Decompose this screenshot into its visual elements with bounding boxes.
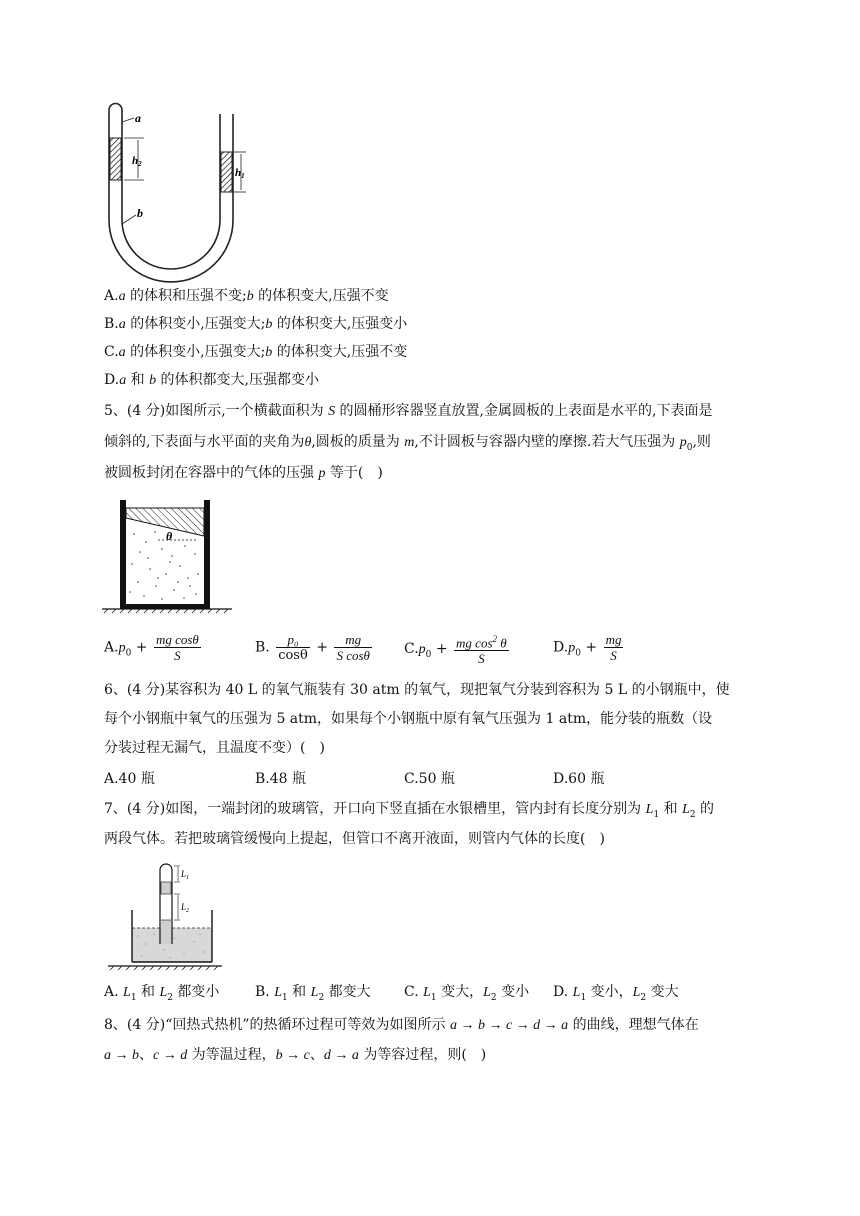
q6-line-3: 分装过程无漏气，且温度不变）( ) bbox=[104, 740, 325, 756]
q6-line-1: 6、(4 分)某容积为 40 L 的氧气瓶装有 30 atm 的氧气，现把氧气分装到容积为 5 L 的小钢瓶中，使 bbox=[104, 682, 730, 698]
q7-option-b: B. $L_1$ 和 $L_2$ 都变大 bbox=[255, 984, 371, 1003]
q5-option-c: $C.p_0$ + $\frac{mg \cos^2 \theta}{S}$ bbox=[404, 634, 507, 667]
q6-option-d: D.60 瓶 bbox=[553, 771, 605, 787]
mercury-tube-figure bbox=[104, 860, 224, 972]
label-h1: h1 bbox=[235, 167, 245, 180]
q5-line-1: 5、(4 分)如图所示,一个横截面积为 S 的圆桶形容器竖直放置,金属圆板的上表面是水平的,下表面是 bbox=[104, 403, 713, 419]
q5-option-a: $A.p_0$ + $\frac{\text{mg cosθ}}{S}$ bbox=[104, 632, 199, 663]
q7-option-a: A. $L_1$ 和 $L_2$ 都变小 bbox=[104, 984, 220, 1003]
q5-line-3: 被圆板封闭在容器中的气体的压强 p 等于( ) bbox=[104, 465, 383, 481]
q5-option-b: B. $\frac{\text{p₀}}{\cos\theta}$ + $\frac{mg}{\text{S cosθ}}$ bbox=[255, 632, 370, 663]
q4-option-c: C.a 的体积变小,压强变大;b 的体积变大,压强不变 bbox=[104, 344, 408, 360]
q6-option-a: A.40 瓶 bbox=[104, 771, 155, 787]
q7-line-1: 7、(4 分)如图，一端封闭的玻璃管，开口向下竖直插在水银槽里，管内封有长度分别为 $L_1$ 和 $L_2$ 的 bbox=[104, 801, 715, 820]
q7-line-2: 两段气体。若把玻璃管缓慢向上提起，但管口不离开液面，则管内气体的长度( ) bbox=[104, 831, 605, 847]
label-b: b bbox=[137, 206, 143, 220]
label-h2: h2 bbox=[132, 155, 142, 168]
q7-option-c: C. $L_1$ 变大，$L_2$ 变小 bbox=[404, 984, 530, 1003]
q4-option-a: A.a 的体积和压强不变;b 的体积变大,压强不变 bbox=[104, 288, 389, 304]
q6-line-2: 每个小钢瓶中氧气的压强为 5 atm，如果每个小钢瓶中原有氧气压强为 1 atm，能分装的瓶数（设 bbox=[104, 711, 713, 727]
container-figure bbox=[100, 494, 240, 618]
label-L2: $L_2$ bbox=[181, 902, 190, 914]
q8-line-2: a → b、c → d 为等温过程，b → c、d → a 为等容过程，则( ) bbox=[104, 1047, 487, 1063]
label-a: a bbox=[135, 111, 141, 125]
u-tube-figure bbox=[100, 100, 250, 290]
q4-option-d: D.a 和 b 的体积都变大,压强都变小 bbox=[104, 372, 319, 388]
q4-option-b: B.a 的体积变小,压强变大;b 的体积变大,压强变小 bbox=[104, 316, 408, 332]
q6-option-c: C.50 瓶 bbox=[404, 771, 455, 787]
theta-label: θ bbox=[166, 529, 173, 543]
q6-option-b: B.48 瓶 bbox=[255, 771, 307, 787]
q8-line-1: 8、(4 分)“回热式热机”的热循环过程可等效为如图所示 a → b → c → d → a 的曲线，理想气体在 bbox=[104, 1017, 699, 1033]
label-L1: $L_1$ bbox=[181, 869, 190, 881]
q5-option-d: $D.p_0$ + $\frac{mg}{S}$ bbox=[553, 632, 622, 663]
q5-line-2: 倾斜的,下表面与水平面的夹角为θ,圆板的质量为 m,不计圆板与容器内壁的摩擦.若大气压强为 $p_0$,则 bbox=[104, 434, 711, 453]
q7-option-d: D. $L_1$ 变小，$L_2$ 变大 bbox=[553, 984, 679, 1003]
